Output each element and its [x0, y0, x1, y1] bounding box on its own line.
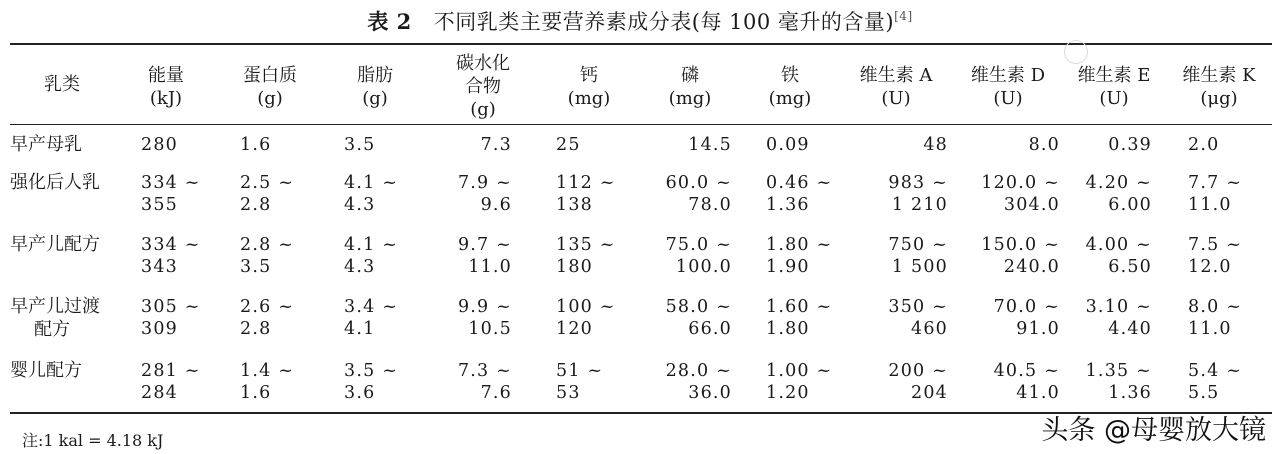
source-watermark: 头条 @母婴放大镜 [1041, 415, 1266, 446]
row-label-line: 婴儿配方 [10, 360, 82, 381]
table-footnote: 注:1 kal = 4.18 kJ [22, 431, 164, 450]
cell-line: 983 ~ [888, 173, 948, 193]
column-header [106, 64, 226, 110]
cell-line: 180 [556, 257, 594, 277]
cell-line: 6.00 [1108, 195, 1152, 215]
cell-line: 9.9 ~ [457, 297, 512, 317]
cell-line: 1.00 ~ [766, 361, 833, 381]
cell-line: 240.0 [1003, 257, 1060, 277]
column-header-line: (U) [993, 88, 1023, 109]
cell-line: 7.9 ~ [457, 173, 512, 193]
column-header-line: 钙 [580, 65, 598, 86]
cell-line: 334 ~ [141, 235, 201, 255]
column-header-line: (mg) [567, 88, 611, 109]
table-cell [1188, 296, 1252, 340]
cell-line: 304.0 [1003, 195, 1060, 215]
cell-line: 3.5 [344, 135, 376, 155]
cell-line: 1 500 [891, 257, 948, 277]
column-header-line: (μg) [1200, 88, 1238, 109]
column-header [1159, 64, 1279, 110]
row-label [10, 133, 82, 156]
table-cell [976, 234, 1060, 278]
table-cell [1188, 134, 1252, 156]
cell-line: 7.5 ~ [1188, 235, 1243, 255]
table-cell [556, 360, 612, 404]
cell-line: 4.20 ~ [1085, 173, 1152, 193]
cell-line: 60.0 ~ [665, 173, 732, 193]
column-header [948, 64, 1068, 110]
table-cell [344, 296, 400, 340]
table-cell [1082, 296, 1152, 340]
cell-line: 280 [141, 135, 179, 155]
cell-line: 7.7 ~ [1188, 173, 1243, 193]
table-cell [1082, 172, 1152, 216]
column-header-line: (g) [362, 88, 388, 109]
column-header [836, 64, 956, 110]
table-cell [866, 296, 948, 340]
cell-line: 1.36 [1108, 383, 1152, 403]
cell-line: 460 [910, 319, 948, 339]
cell-line: 9.6 [480, 195, 512, 215]
table-cell [141, 234, 201, 278]
column-header [730, 64, 850, 110]
cell-line: 8.0 [1028, 135, 1060, 155]
table-cell [240, 360, 296, 404]
cell-line: 1.36 [766, 195, 810, 215]
column-header-line: 蛋白质 [243, 65, 297, 86]
column-header-line: 碳水化 [456, 53, 510, 74]
cell-line: 1.6 [240, 383, 272, 403]
row-label-line: 早产儿过渡 [10, 296, 100, 317]
table-caption: 不同乳类主要营养素成分表(每 100 毫升的含量) [433, 10, 895, 34]
table-cell [1188, 234, 1252, 278]
cell-line: 12.0 [1188, 257, 1232, 277]
row-label [10, 233, 100, 256]
cell-line: 0.46 ~ [766, 173, 833, 193]
cell-line: 100 ~ [556, 297, 616, 317]
cell-line: 100.0 [675, 257, 732, 277]
table-cell [766, 172, 832, 216]
table-cell [556, 134, 612, 156]
cell-line: 1.4 ~ [240, 361, 295, 381]
cell-line: 11.0 [1188, 319, 1232, 339]
table-cell [660, 234, 732, 278]
table-title [0, 6, 1280, 36]
table-cell [1188, 360, 1252, 404]
cell-line: 7.3 ~ [457, 361, 512, 381]
cell-line: 2.8 ~ [240, 235, 295, 255]
column-header-line: 维生素 E [1077, 65, 1151, 86]
table-cell [866, 134, 948, 156]
cell-line: 112 ~ [556, 173, 616, 193]
table-cell [240, 234, 296, 278]
cell-line: 5.5 [1188, 383, 1220, 403]
cell-line: 4.1 ~ [344, 235, 399, 255]
column-header-line: (kJ) [149, 88, 183, 109]
cell-line: 78.0 [688, 195, 732, 215]
cell-line: 1.80 ~ [766, 235, 833, 255]
table-cell [240, 296, 296, 340]
column-header-line: (g) [257, 88, 283, 109]
cell-line: 750 ~ [888, 235, 948, 255]
table-cell [766, 296, 832, 340]
table-cell [448, 360, 512, 404]
cell-line: 120.0 ~ [981, 173, 1060, 193]
table-cell [141, 296, 201, 340]
cell-line: 4.40 [1108, 319, 1152, 339]
row-label [10, 171, 100, 194]
row-label-line: 配方 [34, 319, 70, 340]
table-cell [660, 296, 732, 340]
cell-line: 66.0 [688, 319, 732, 339]
column-header-line: (mg) [768, 88, 812, 109]
cell-line: 1.20 [766, 383, 810, 403]
table-number: 表 2 [367, 9, 412, 34]
cell-line: 350 ~ [888, 297, 948, 317]
column-header-line: 铁 [781, 65, 799, 86]
column-header-line: 维生素 D [970, 65, 1046, 86]
column-header-line: (g) [470, 99, 496, 120]
table-cell [344, 234, 400, 278]
cell-line: 309 [141, 319, 179, 339]
cell-line: 3.10 ~ [1085, 297, 1152, 317]
table-cell [766, 234, 832, 278]
table-cell [976, 296, 1060, 340]
row-label-line: 强化后人乳 [10, 172, 100, 193]
cell-line: 7.6 [480, 383, 512, 403]
table-cell [556, 172, 616, 216]
cell-line: 343 [141, 257, 179, 277]
cell-line: 120 [556, 319, 594, 339]
column-header [2, 73, 122, 96]
cell-line: 135 ~ [556, 235, 616, 255]
table-cell [448, 296, 512, 340]
cell-line: 2.6 ~ [240, 297, 295, 317]
cell-line: 334 ~ [141, 173, 201, 193]
column-header [315, 64, 435, 110]
table-cell [1082, 134, 1152, 156]
cell-line: 58.0 ~ [665, 297, 732, 317]
table-cell [660, 360, 732, 404]
row-label-line: 早产儿配方 [10, 234, 100, 255]
cell-line: 1.35 ~ [1085, 361, 1152, 381]
table-cell [866, 234, 948, 278]
cell-line: 5.4 ~ [1188, 361, 1243, 381]
table-cell [141, 360, 201, 404]
table-cell [660, 172, 732, 216]
table-cell [344, 360, 400, 404]
column-header [1054, 64, 1174, 110]
column-header-line: (mg) [668, 88, 712, 109]
cell-line: 1.60 ~ [766, 297, 833, 317]
row-label-line: 早产母乳 [10, 134, 82, 155]
column-header [423, 52, 543, 121]
cell-line: 3.6 [344, 383, 376, 403]
cell-line: 11.0 [468, 257, 512, 277]
cell-line: 48 [923, 135, 948, 155]
column-header-line: (U) [881, 88, 911, 109]
cell-line: 1 210 [891, 195, 948, 215]
cell-line: 25 [556, 135, 581, 155]
cell-line: 2.0 [1188, 135, 1220, 155]
cell-line: 40.5 ~ [993, 361, 1060, 381]
column-header-line: (U) [1099, 88, 1129, 109]
column-header-line: 维生素 K [1182, 65, 1256, 86]
header-rule [10, 124, 1272, 125]
cell-line: 3.5 [240, 257, 272, 277]
cell-line: 53 [556, 383, 581, 403]
cell-line: 70.0 ~ [993, 297, 1060, 317]
cell-line: 91.0 [1016, 319, 1060, 339]
cell-line: 9.7 ~ [457, 235, 512, 255]
reference-mark: [4] [894, 9, 913, 23]
table-cell [448, 134, 512, 156]
cell-line: 284 [141, 383, 179, 403]
cell-line: 1.80 [766, 319, 810, 339]
cell-line: 51 ~ [556, 361, 604, 381]
cell-line: 36.0 [688, 383, 732, 403]
table-cell [141, 172, 201, 216]
table-cell [766, 360, 832, 404]
cell-line: 4.3 [344, 195, 376, 215]
cell-line: 204 [910, 383, 948, 403]
column-header-line: 脂肪 [357, 65, 393, 86]
cell-line: 281 ~ [141, 361, 201, 381]
cell-line: 4.00 ~ [1085, 235, 1152, 255]
table-cell [556, 234, 616, 278]
table-cell [1082, 234, 1152, 278]
cell-line: 11.0 [1188, 195, 1232, 215]
column-header-line: 维生素 A [859, 65, 933, 86]
row-label [10, 359, 82, 382]
table-cell [976, 134, 1060, 156]
table-cell [448, 234, 512, 278]
cell-line: 0.39 [1108, 135, 1152, 155]
cell-line: 1.6 [240, 135, 272, 155]
table-cell [344, 134, 400, 156]
column-header [210, 64, 330, 110]
cell-line: 75.0 ~ [665, 235, 732, 255]
cell-line: 7.3 [480, 135, 512, 155]
table-cell [866, 172, 948, 216]
row-label [10, 295, 100, 341]
cell-line: 1.90 [766, 257, 810, 277]
table-cell [1188, 172, 1252, 216]
cell-line: 3.5 ~ [344, 361, 399, 381]
column-header-line: 合物 [465, 76, 501, 97]
table-cell [1082, 360, 1152, 404]
cell-line: 2.8 [240, 319, 272, 339]
table-cell [448, 172, 512, 216]
table-cell [976, 360, 1060, 404]
cell-line: 6.50 [1108, 257, 1152, 277]
cell-line: 200 ~ [888, 361, 948, 381]
cell-line: 4.1 [344, 319, 376, 339]
column-header-line: 乳类 [44, 74, 80, 95]
cell-line: 28.0 ~ [665, 361, 732, 381]
table-cell [240, 172, 296, 216]
cell-line: 138 [556, 195, 594, 215]
cell-line: 41.0 [1016, 383, 1060, 403]
cell-line: 8.0 ~ [1188, 297, 1243, 317]
cell-line: 4.1 ~ [344, 173, 399, 193]
cell-line: 4.3 [344, 257, 376, 277]
cell-line: 10.5 [468, 319, 512, 339]
cell-line: 2.8 [240, 195, 272, 215]
table-cell [240, 134, 296, 156]
table-cell [976, 172, 1060, 216]
column-header-line: 能量 [148, 65, 184, 86]
table-cell [866, 360, 948, 404]
table-cell [344, 172, 400, 216]
cell-line: 305 ~ [141, 297, 201, 317]
cell-line: 355 [141, 195, 179, 215]
cell-line: 3.4 ~ [344, 297, 399, 317]
cell-line: 150.0 ~ [981, 235, 1060, 255]
cell-line: 2.5 ~ [240, 173, 295, 193]
table-cell [141, 134, 197, 156]
table-cell [766, 134, 832, 156]
cell-line: 14.5 [688, 135, 732, 155]
cell-line: 0.09 [766, 135, 810, 155]
column-header-line: 磷 [681, 65, 699, 86]
table-cell [556, 296, 616, 340]
table-cell [660, 134, 732, 156]
